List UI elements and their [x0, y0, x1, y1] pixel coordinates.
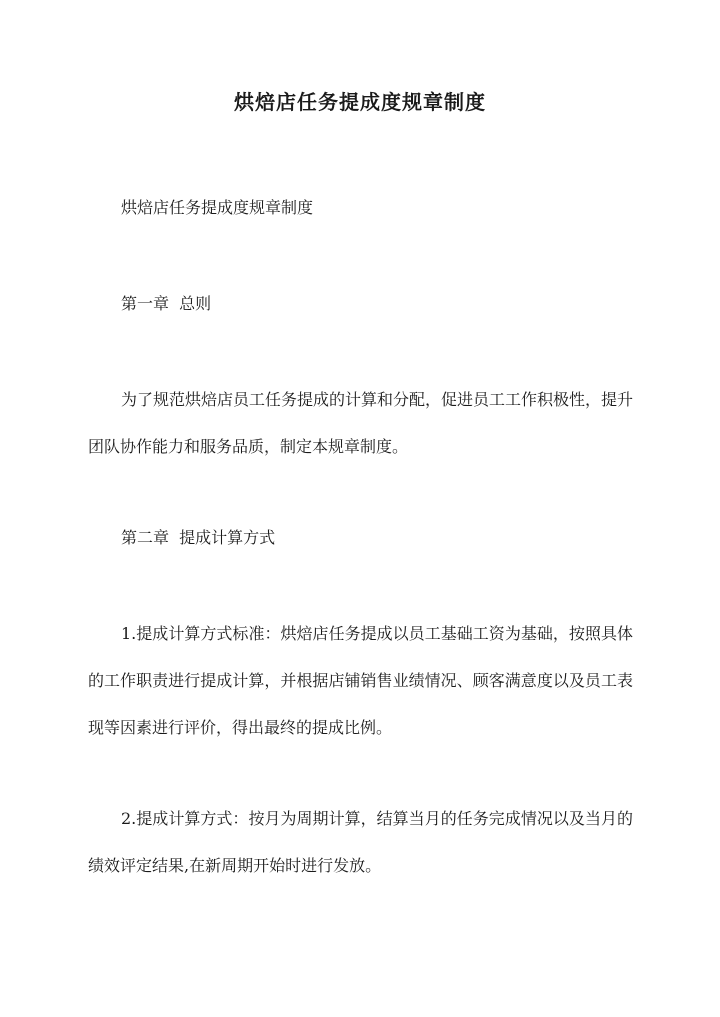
- chapter-2-paragraph-2: 2.提成计算方式：按月为周期计算，结算当月的任务完成情况以及当月的绩效评定结果,在新周期开始时进行发放。: [88, 809, 633, 875]
- chapter-1-heading: 第一章 总则: [121, 294, 212, 313]
- chapter-2-heading: 第二章 提成计算方式: [121, 528, 276, 547]
- chapter-1-paragraph-1: 为了规范烘焙店员工任务提成的计算和分配，促进员工工作积极性，提升团队协作能力和服务品质，制定本规章制度。: [88, 390, 634, 456]
- document-subtitle: 烘焙店任务提成度规章制度: [121, 198, 314, 217]
- document-title: 烘焙店任务提成度规章制度: [234, 90, 486, 114]
- chapter-2-paragraph-1: 1.提成计算方式标准：烘焙店任务提成以员工基础工资为基础，按照具体的工作职责进行提成计算，并根据店铺销售业绩情况、顾客满意度以及员工表现等因素进行评价，得出最终的提成比例。: [88, 624, 633, 737]
